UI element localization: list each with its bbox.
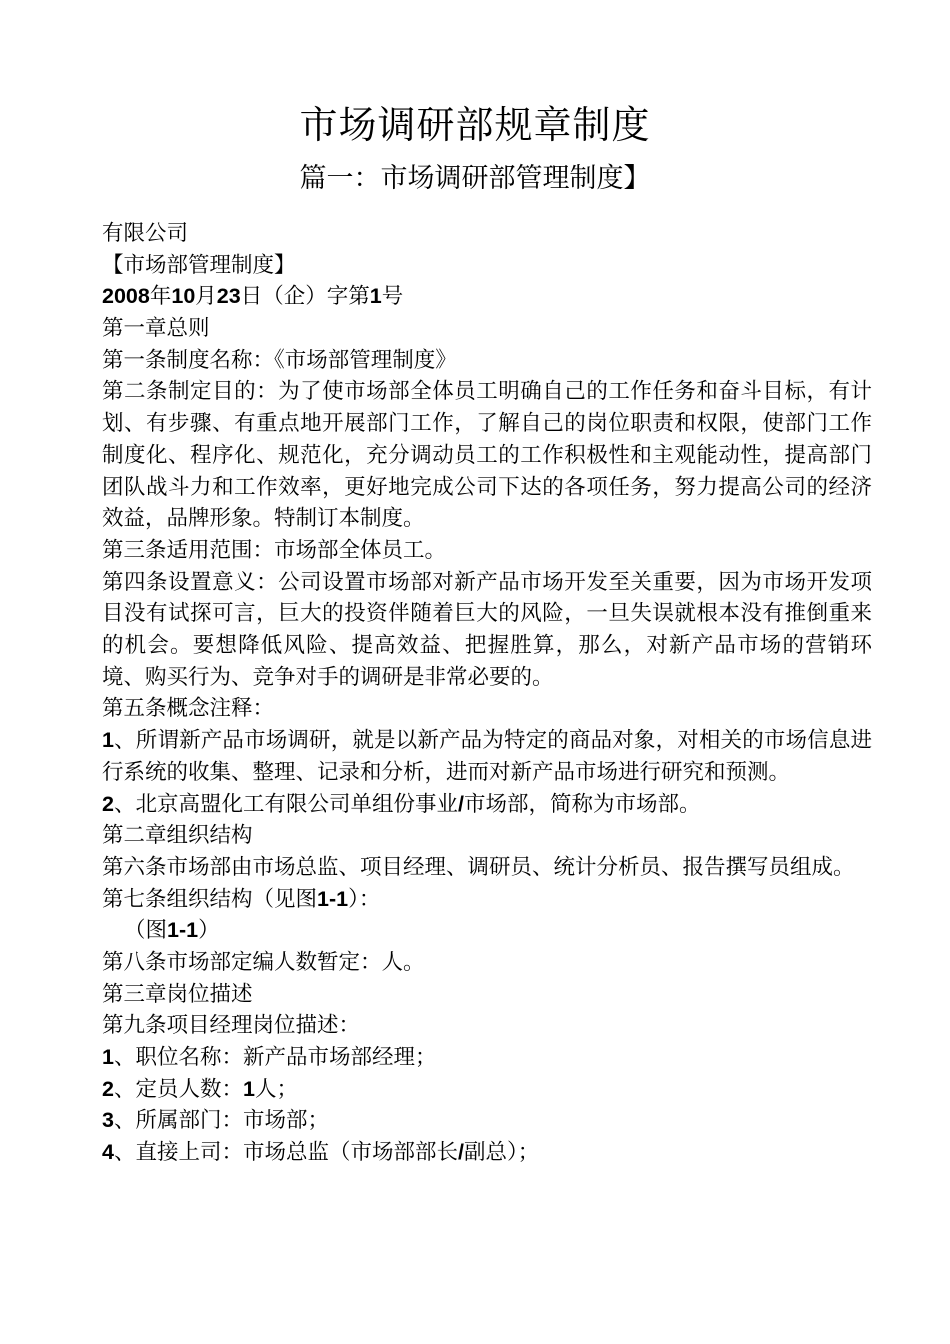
article-5-item-2 [102,789,872,821]
list-item [102,1137,872,1169]
article-5: 第五条概念注释： [102,696,275,722]
date-month-suffix: 月 [195,284,217,310]
article-1: 第一条制度名称：《市场部管理制度》 [102,347,457,373]
document-body [102,218,872,1169]
item-number: 3 [102,1108,114,1133]
caption-text: （图 [124,918,168,944]
chapter-heading: 第三章岗位描述 [102,981,253,1007]
chapter-heading: 第二章组织结构 [102,823,253,849]
figure-ref: 1-1 [317,886,349,911]
article-8: 第八条市场部定编人数暂定：人。 [102,950,425,975]
article-5-item-1 [102,725,872,788]
figure-caption [102,915,872,947]
page-subtitle: 篇一：市场调研部管理制度】 [299,163,651,194]
item-text: 、定员人数： [113,1076,243,1102]
item-text: 市场部，简称为市场部。 [463,791,701,817]
page-title: 市场调研部规章制度 [299,103,651,147]
caption-text: ） [198,918,220,944]
figure-number: 1-1 [167,918,199,943]
slash: / [457,791,464,816]
item-text: 、所谓新产品市场调研，就是以新产品为特定的商品对象，对相关的市场信息进行系统的收集、整理、记录和分析，进而对新产品市场进行研究和预测。 [102,728,872,785]
article-3: 第三条适用范围：市场部全体员工。 [102,537,447,563]
date-day: 23 [216,284,241,309]
item-text: 、所属部门：市场部； [113,1108,329,1134]
article-text: 第七条组织结构（见图 [102,886,318,912]
list-item [102,1074,872,1106]
slash: / [457,1140,464,1165]
date-day-suffix: 日（企）字第 [240,284,370,310]
item-text: 副总）； [463,1140,540,1166]
article-text: ）： [348,886,381,912]
item-number: 1 [102,728,114,753]
date-year: 2008 [102,284,150,309]
item-number: 1 [102,1045,114,1070]
item-text: 、直接上司：市场总监（市场部部长 [113,1140,458,1166]
company-line: 有限公司 [102,221,189,246]
date-month: 10 [171,284,196,309]
item-text: 、北京高盟化工有限公司单组份事业 [113,791,458,817]
item-text: 、职位名称：新产品市场部经理； [113,1045,437,1071]
list-item [102,1042,872,1074]
article-4: 第四条设置意义：公司设置市场部对新产品市场开发至关重要，因为市场开发项目没有试探可言，巨大的投资伴随着巨大的风险，一旦失误就根本没有推倒重来的机会。要想降低风险、提高效益、把握胜算，那么，对新产品市场的营销环境、购买行为、竞争对手的调研是非常必要的。 [102,569,872,690]
doc-name-line: 【市场部管理制度】 [102,252,296,278]
item-number: 4 [102,1140,114,1165]
doc-number-suffix: 号 [381,284,404,310]
article-2: 第二条制定目的：为了使市场部全体员工明确自己的工作任务和奋斗目标，有计划、有步骤、有重点地开展部门工作，了解自己的岗位职责和权限，使部门工作制度化、程序化、规范化，充分调动员工的工作积极性和主观能动性，提高部门团队战斗力和工作效率，更好地完成公司下达的各项任务，努力提高公司的经济效益，品牌形象。特制订本制度。 [102,379,872,532]
item-number: 2 [102,1076,114,1101]
article-9: 第九条项目经理岗位描述： [102,1013,361,1039]
item-number: 2 [102,791,114,816]
doc-number: 1 [369,284,382,309]
item-text: 人； [254,1076,298,1102]
item-value: 1 [242,1076,255,1101]
article-7 [102,884,872,916]
article-6: 第六条市场部由市场总监、项目经理、调研员、统计分析员、报告撰写员组成。 [102,854,855,880]
date-line [102,281,872,313]
list-item [102,1105,872,1137]
chapter-heading: 第一章总则 [102,316,210,342]
date-year-suffix: 年 [149,284,172,310]
